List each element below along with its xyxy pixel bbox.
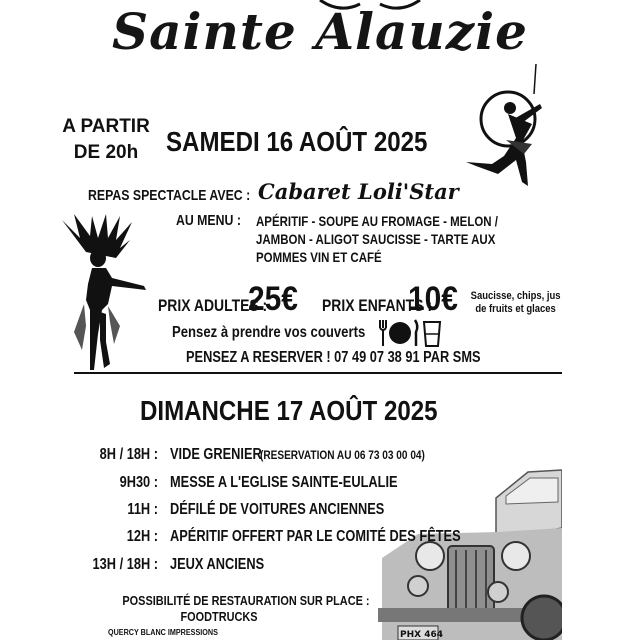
schedule-note: (RESERVATION AU 06 73 03 00 04)	[260, 448, 425, 462]
start-time	[60, 114, 152, 166]
menu-items: APÉRITIF - SOUPE AU FROMAGE - MELON / JAMBON - ALIGOT SAUCISSE - TARTE AUX POMMES VIN ET CAFÉ	[256, 213, 498, 265]
schedule-row	[58, 528, 461, 550]
cabaret-name: Cabaret Loli'Star	[258, 179, 459, 204]
bring-cutlery-note: Pensez à prendre vos couverts	[172, 324, 366, 341]
schedule-time: 11H :	[127, 501, 158, 518]
reservation-line: PENSEZ A RESERVER ! 07 49 07 38 91 PAR SMS	[186, 349, 481, 366]
start-time-line1: A PARTIR	[62, 116, 150, 137]
adult-price-value: 25€	[248, 280, 298, 318]
schedule-time: 8H / 18H :	[99, 446, 158, 463]
food-info-line2: FOODTRUCKS	[180, 609, 258, 624]
schedule-time: 13H / 18H :	[92, 556, 158, 573]
schedule-time: 12H :	[126, 528, 158, 545]
menu-label: AU MENU :	[176, 212, 241, 229]
schedule-row	[58, 474, 458, 496]
plate-icon	[389, 322, 411, 344]
schedule-row	[58, 446, 458, 468]
schedule-activity: DÉFILÉ DE VOITURES ANCIENNES	[170, 501, 385, 518]
sunday-schedule	[58, 446, 461, 586]
adult-price-label: PRIX ADULTES :	[158, 296, 268, 315]
schedule-time: 9H30 :	[119, 474, 158, 491]
schedule-activity: JEUX ANCIENS	[170, 556, 265, 573]
cutlery-icons	[376, 318, 446, 348]
fork-icon	[380, 320, 386, 346]
trapeze-dancer-illustration	[452, 64, 558, 192]
printer-credit: QUERCY BLANC IMPRESSIONS	[108, 628, 218, 637]
schedule-row	[58, 556, 458, 578]
sunday-date: DIMANCHE 17 AOÛT 2025	[140, 395, 438, 426]
knife-icon	[415, 320, 417, 346]
food-info	[122, 593, 370, 625]
dinner-show-label: REPAS SPECTACLE AVEC :	[88, 187, 251, 204]
section-divider	[74, 372, 562, 374]
child-price-value: 10€	[408, 280, 458, 318]
poster-title: Sainte Alauzie	[112, 2, 528, 61]
start-time-line2: DE 20h	[73, 142, 139, 163]
child-menu-note: Saucisse, chips, jus de fruits et glaces	[470, 290, 561, 315]
schedule-activity: VIDE GRENIER	[170, 446, 262, 463]
car-plate: PHX 464	[400, 630, 443, 640]
food-info-line1: POSSIBILITÉ DE RESTAURATION SUR PLACE :	[122, 593, 370, 608]
showgirl-illustration	[54, 214, 150, 374]
schedule-activity: APÉRITIF OFFERT PAR LE COMITÉ DES FÊTES	[170, 528, 461, 545]
schedule-row	[58, 501, 458, 523]
saturday-date: SAMEDI 16 AOÛT 2025	[166, 126, 428, 157]
child-price-label: PRIX ENFANTS :	[322, 296, 432, 315]
schedule-activity: MESSE A L'EGLISE SAINTE-EULALIE	[170, 474, 398, 491]
